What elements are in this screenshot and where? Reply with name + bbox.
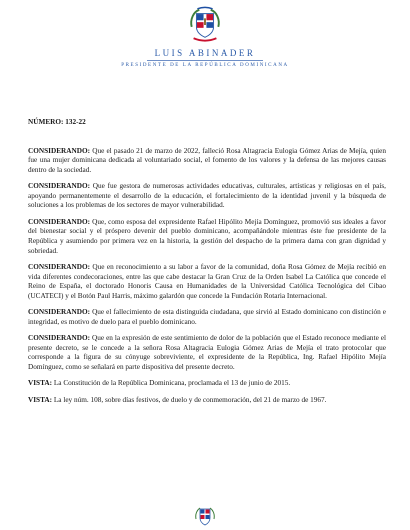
considerando-paragraph: [28, 182, 386, 211]
paragraph-lead: VISTA:: [28, 395, 53, 404]
decree-body: [28, 118, 386, 412]
paragraph-lead: CONSIDERANDO:: [28, 334, 91, 343]
header-divider: [147, 60, 263, 61]
paragraph-text: Que el pasado 21 de marzo de 2022, falleció Rosa Altagracia Eulogia Gómez Arias de Mejía, quien fue una mujer dominicana dedicada al voluntariado social, el fomento de los valores y la defensa de las mejores causas dentro de la sociedad.: [28, 146, 386, 174]
paragraph-lead: CONSIDERANDO:: [28, 308, 91, 317]
considerando-paragraph: [28, 218, 386, 256]
paragraph-text: Que en reconocimiento a su labor a favor de la comunidad, doña Rosa Gómez de Mejía recibió en vida diferentes condecoraciones, entre las que cabe destacar la Gran Cruz de la Orden Isabel La Católica que concede el Reino de España, el doctorado Honoris Causa en Humanidades de la Universidad Católica Tecnológica del Cibao (UCATECI) y el Botón Paul Harris, máximo galardón que concede la Fundación Rotaria Internacional.: [28, 262, 386, 300]
coat-of-arms-icon: [186, 6, 224, 44]
considerando-paragraph: [28, 263, 386, 301]
president-name: LUIS ABINADER: [154, 48, 256, 58]
paragraph-lead: VISTA:: [28, 379, 53, 388]
paragraph-lead: CONSIDERANDO:: [28, 217, 91, 226]
paragraph-text: La ley núm. 108, sobre días festivos, de duelo y de conmemoración, del 21 de marzo de 1967.: [52, 395, 327, 404]
president-title: PRESIDENTE DE LA REPÚBLICA DOMINICANA: [121, 63, 289, 68]
considerando-paragraph: [28, 147, 386, 176]
footer-emblem-icon: [193, 506, 217, 528]
paragraph-lead: CONSIDERANDO:: [28, 182, 91, 191]
vista-paragraph: [28, 396, 386, 406]
paragraph-text: La Constitución de la República Dominicana, proclamada el 13 de junio de 2015.: [52, 379, 291, 388]
considerando-paragraph: [28, 308, 386, 327]
paragraph-text: Que en la expresión de este sentimiento de dolor de la población que el Estado reconoce mediante el presente decreto, se le concede a la señora Rosa Altagracia Eulogia Gómez Arias de Mejía el trato protocolar que corresponde a la figura de su cónyuge sobreviviente, el expresidente de la República, Ing. Rafael Hipólito Mejía Domínguez, como se señalará en parte dispositiva del presente decreto.: [28, 334, 386, 371]
decree-number: NÚMERO: 132-22: [28, 118, 86, 126]
paragraph-text: Que fue gestora de numerosas actividades educativas, culturales, artísticas y religiosas en el país, apoyando permanentemente el desarrollo de la educación, el fortalecimiento de la identidad juvenil y la búsqueda de soluciones a los problemas de los sectores de mayor vulnerabilidad.: [28, 182, 386, 210]
paragraph-text: Que, como esposa del expresidente Rafael Hipólito Mejía Domínguez, promovió sus ideales a favor del bienestar social y el próspero devenir del pueblo dominicano, acompañándole mientras éste fue presidente de la República y asumiendo por primera vez en la historia, la gestión del despacho de la primera dama con gran dignidad y sobriedad.: [28, 217, 386, 255]
paragraph-text: Que el fallecimiento de esta distinguida ciudadana, que sirvió al Estado dominicano con distinción e integridad, es motivo de duelo para el pueblo dominicano.: [28, 308, 386, 326]
considerando-paragraph: [28, 334, 386, 372]
paragraph-lead: CONSIDERANDO:: [28, 262, 91, 271]
vista-paragraph: [28, 379, 386, 389]
paragraph-lead: CONSIDERANDO:: [28, 146, 91, 155]
